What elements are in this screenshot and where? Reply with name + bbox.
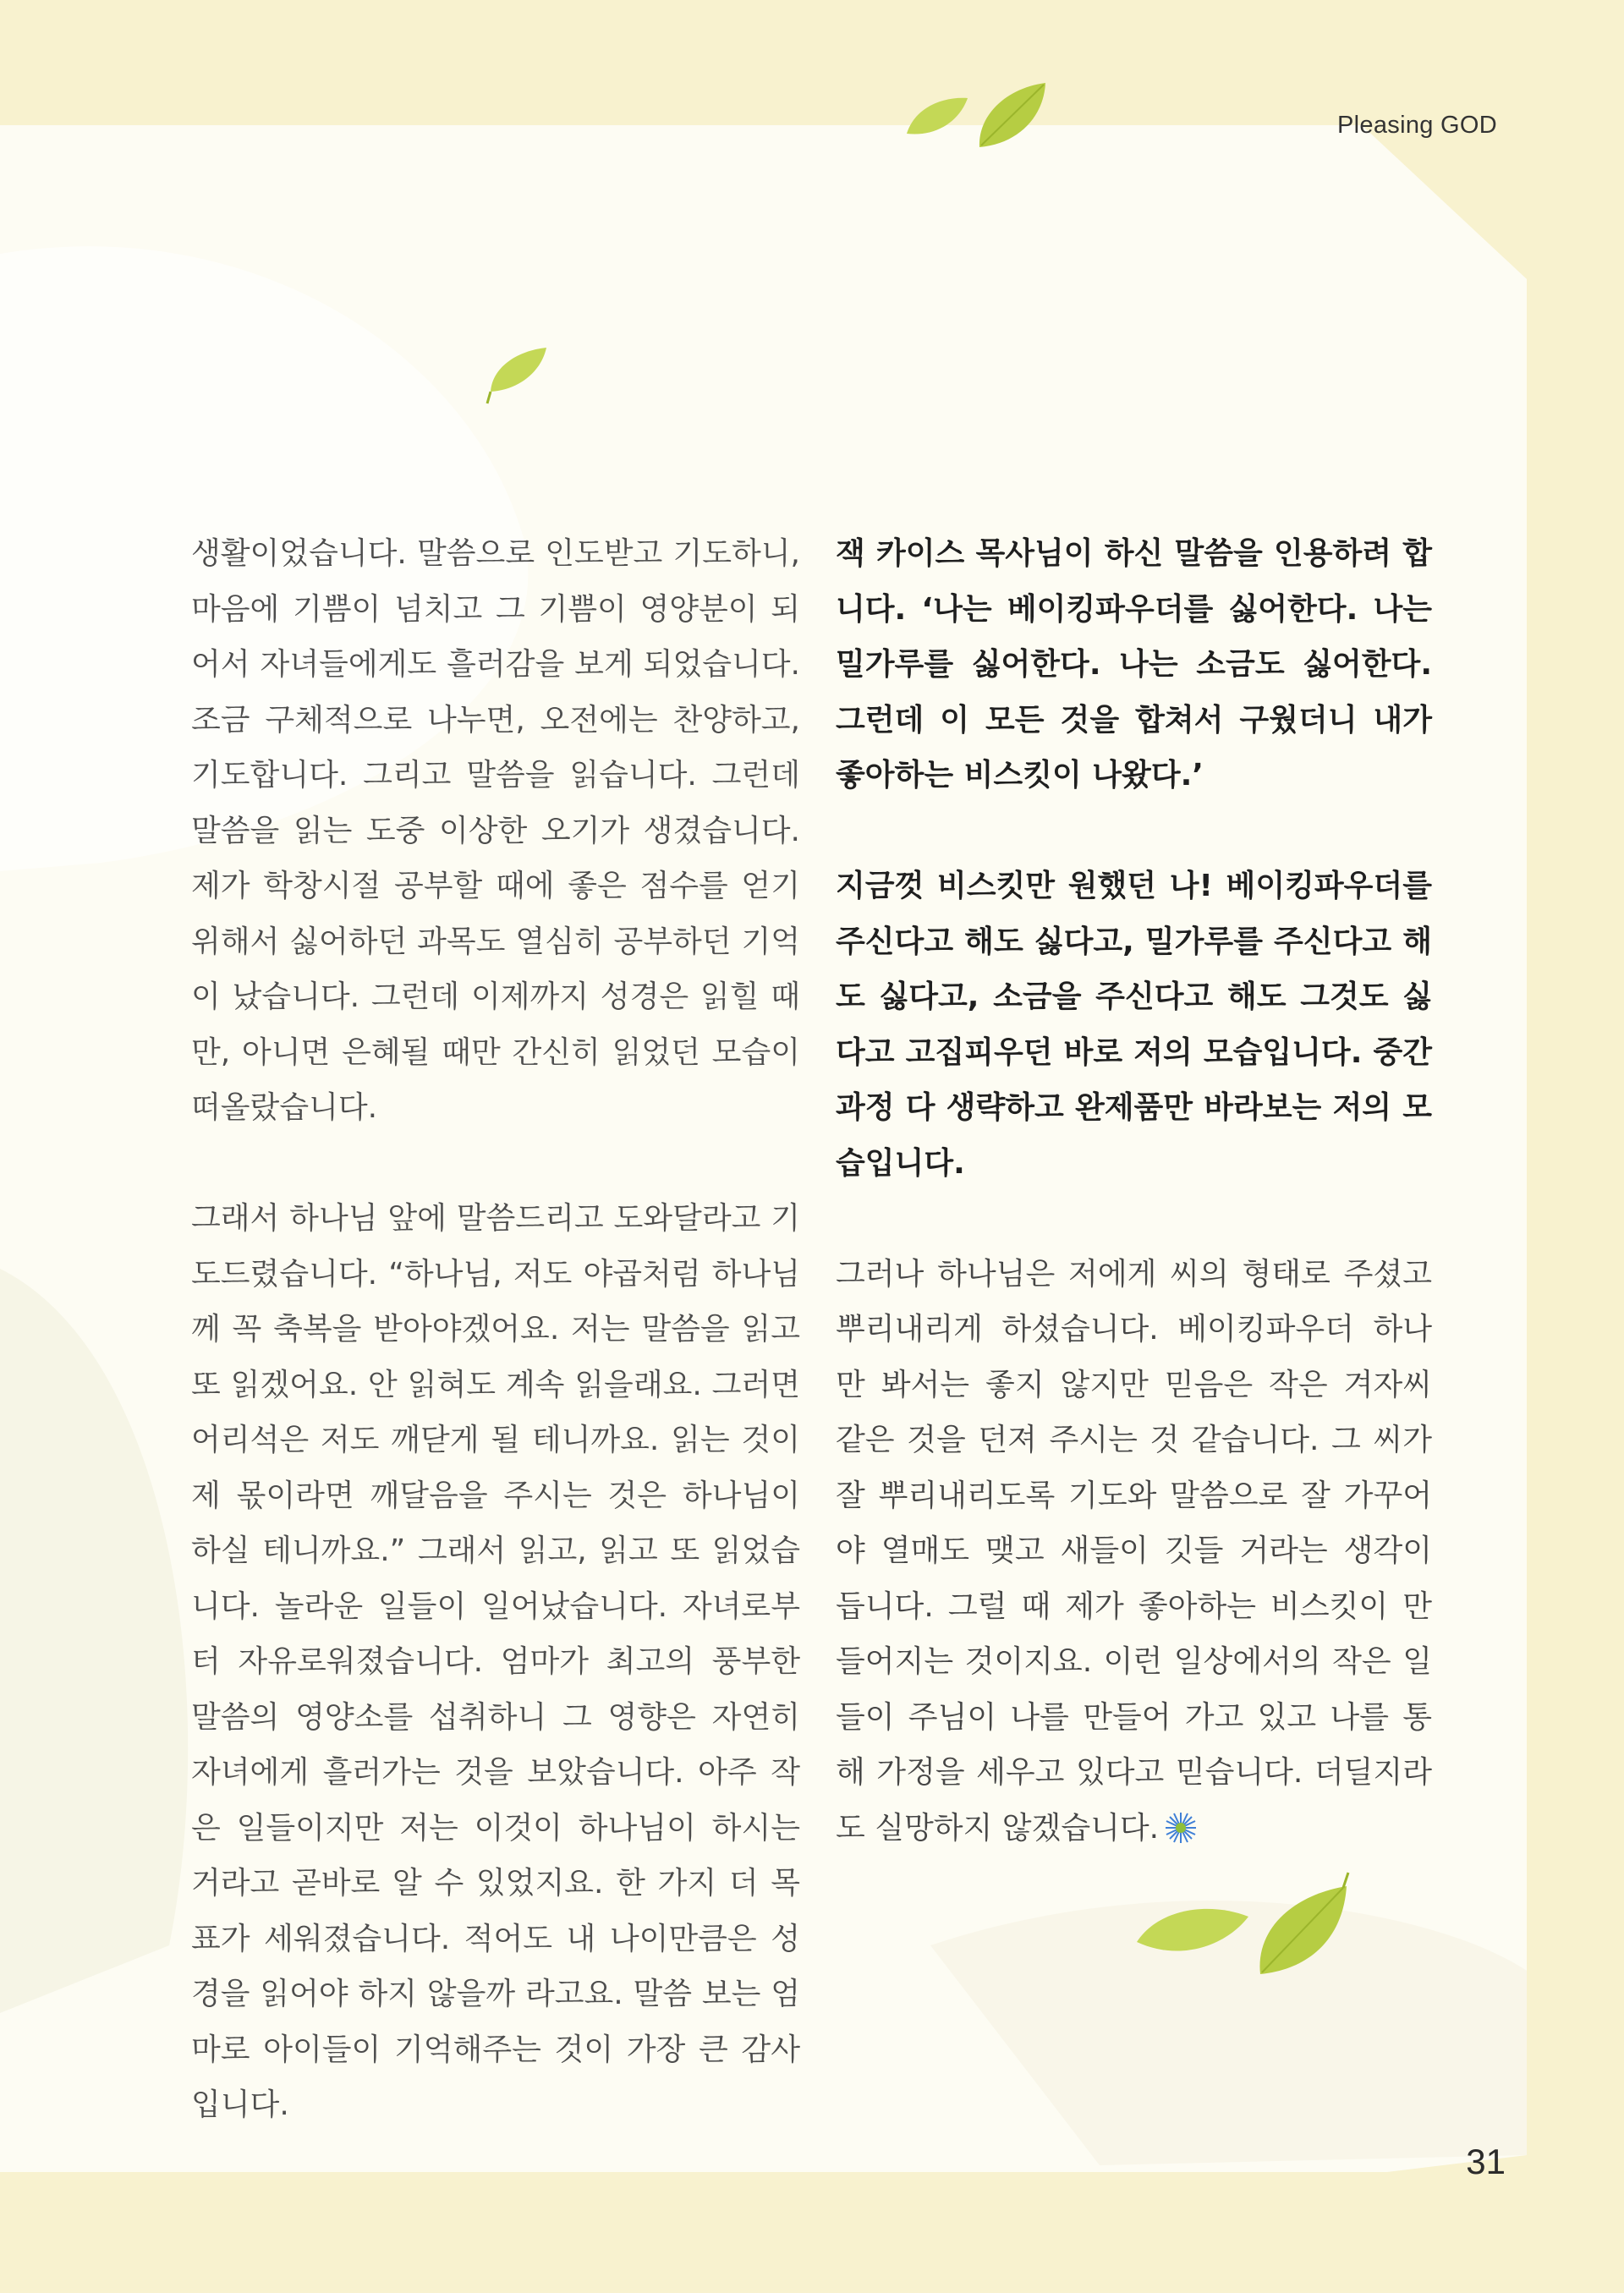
left-column [191, 526, 800, 2188]
leaf-icon [482, 343, 550, 406]
left-paragraph-2: 그래서 하나님 앞에 말씀드리고 도와달라고 기도드렸습니다. “하나님, 저도 야곱처럼 하나님께 꼭 축복을 받아야겠어요. 저는 말씀을 읽고 또 읽겠어요. 안 읽혀도 계속 읽을래요. 그러면 어리석은 저도 깨닫게 될 테니까요. 읽는 것이 제 몫이라면 깨달음을 주시는 것은 하나님이 하실 테니까요.” 그래서 읽고, 읽고 또 읽었습니다. 놀라운 일들이 일어났습니다. 자녀로부터 자유로워졌습니다. 엄마가 최고의 풍부한 말씀의 영양소를 섭취하니 그 영향은 자연히 자녀에게 흘러가는 것을 보았습니다. 아주 작은 일들이지만 저는 이것이 하나님이 하시는 거라고 곧바로 알 수 있었지요. 한 가지 더 목표가 세워졌습니다. 적어도 내 나이만큼은 성경을 읽어야 하지 않을까 라고요. 말씀 보는 엄마로 아이들이 기억해주는 것이 가장 큰 감사입니다. [191, 1201, 800, 2122]
right-paragraph-closing [836, 1247, 1432, 1857]
section-label: Pleasing GOD [1337, 112, 1497, 139]
right-paragraph-quote: 잭 카이스 목사님이 하신 말씀을 인용하려 합니다. ‘나는 베이킹파우더를 싫어한다. 나는 밀가루를 싫어한다. 나는 소금도 싫어한다. 그런데 이 모든 것을 합쳐서 구웠더니 내가 좋아하는 비스킷이 나왔다.’ [836, 536, 1432, 793]
leaf-icon [1252, 1869, 1353, 1979]
right-column [836, 526, 1432, 1912]
right-paragraph-reflection: 지금껏 비스킷만 원했던 나! 베이킹파우더를 주신다고 해도 싫다고, 밀가루를 주신다고 해도 싫다고, 소금을 주신다고 해도 그것도 싫다고 고집피우던 바로 저의 모습입니다. 중간과정 다 생략하고 완제품만 바라보는 저의 모습입니다. [836, 869, 1432, 1181]
leaf-icon [973, 78, 1049, 154]
leaf-icon [1133, 1895, 1252, 1962]
page-number: 31 [1466, 2142, 1506, 2181]
end-mark-icon [1164, 1811, 1198, 1845]
closing-text: 그러나 하나님은 저에게 씨의 형태로 주셨고 뿌리내리게 하셨습니다. 베이킹파우더 하나만 봐서는 좋지 않지만 믿음은 작은 겨자씨 같은 것을 던져 주시는 것 같습니다. 그 씨가 잘 뿌리내리도록 기도와 말씀으로 잘 가꾸어야 열매도 맺고 새들이 깃들 거라는 생각이 듭니다. 그럴 때 제가 좋아하는 비스킷이 만들어지는 것이지요. 이런 일상에서의 작은 일들이 주님이 나를 만들어 가고 있고 나를 통해 가정을 세우고 있다고 믿습니다. 더딜지라도 실망하지 않겠습니다. [836, 1256, 1432, 1846]
leaf-icon [903, 91, 971, 142]
left-paragraph-1: 생활이었습니다. 말씀으로 인도받고 기도하니, 마음에 기쁨이 넘치고 그 기쁨이 영양분이 되어서 자녀들에게도 흘러감을 보게 되었습니다. 조금 구체적으로 나누면, 오전에는 찬양하고, 기도합니다. 그리고 말씀을 읽습니다. 그런데 말씀을 읽는 도중 이상한 오기가 생겼습니다. 제가 학창시절 공부할 때에 좋은 점수를 얻기 위해서 싫어하던 과목도 열심히 공부하던 기억이 났습니다. 그런데 이제까지 성경은 읽힐 때만, 아니면 은혜될 때만 간신히 읽었던 모습이 떠올랐습니다. [191, 536, 800, 1125]
